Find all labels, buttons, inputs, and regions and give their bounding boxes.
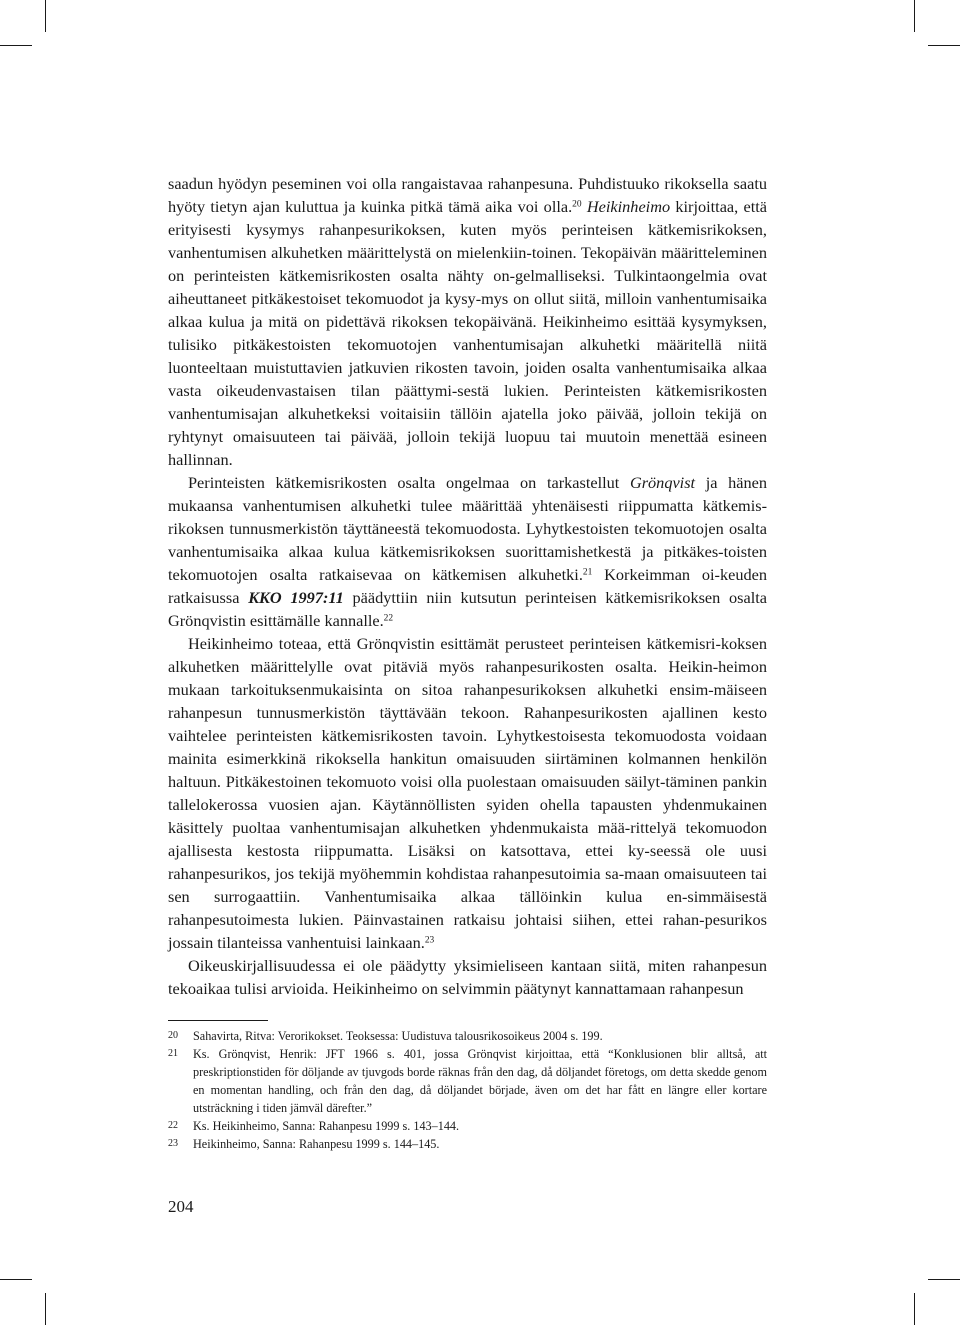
footnote-text: Ks. Heikinheimo, Sanna: Rahanpesu 1999 s. 143–144. xyxy=(193,1119,460,1133)
footnote-text: Sahavirta, Ritva: Verorikokset. Teoksessa: Uudistuva talousrikosoikeus 2004 s. 199. xyxy=(193,1029,603,1043)
text-segment: saadun hyödyn peseminen voi olla rangaistavaa rahanpesuna. Puhdistuuko rikoksella saatu hyöty tietyn ajan kuluttua ja kuinka pitkä tämä aika voi olla. xyxy=(168,174,767,216)
page-number: 204 xyxy=(168,1197,194,1216)
paragraph xyxy=(168,954,767,1000)
crop-mark-top-left-h xyxy=(0,45,32,46)
case-reference: KKO 1997:11 xyxy=(248,588,344,607)
text-segment: Oikeuskirjallisuudessa ei ole päädytty yksimieliseen kantaan siitä, miten rahanpesun tekoaikaa tulisi arvioida. Heikinheimo on selvimmin päätynyt kannattamaan rahanpesun xyxy=(168,956,767,998)
footnote xyxy=(168,1135,767,1153)
footnote-ref: 20 xyxy=(572,199,582,210)
footnote-ref: 22 xyxy=(383,613,394,624)
crop-mark-top-right-h xyxy=(928,45,960,46)
italic-name: Grönqvist xyxy=(629,473,696,492)
footnote-ref: 21 xyxy=(582,567,593,578)
text-segment: päädyttiin niin kutsutun perinteisen kätkemisrikoksen osalta Grönqvistin esittämälle kannalle. xyxy=(168,588,768,630)
footnote-ref: 23 xyxy=(424,935,435,946)
crop-mark-bottom-right-h xyxy=(928,1279,960,1280)
crop-mark-top-right-v xyxy=(914,0,915,32)
footnote-rule xyxy=(168,1020,268,1021)
text-segment: Korkeimman oi-keuden ratkaisussa xyxy=(168,565,767,607)
footnote xyxy=(168,1027,767,1045)
paragraph xyxy=(168,471,767,632)
crop-mark-top-left-v xyxy=(45,0,46,32)
text-segment: Heikinheimo toteaa, että Grönqvistin esittämät perusteet perinteisen kätkemisri-koksen alkuhetken määrittelylle ovat pitäviä myös rahanpesurikosten osalta. Heikin-heimon mukaan tarkoituksenmukaisinta on sitoa rahanpesurikoksen alkuhetki ensim-mäiseen rahanpesun tunnusmerkistön täyttävään tekoon. Rahanpesurikosten ajallinen kesto vaihtelee perinteisten kätkemisrikosten tavoin. Lyhytkestoisesta tekomuodosta voidaan mainita esimerkkinä rikoksella hankitun omaisuuden siirtäminen kolmannen henkilön haltuun. Pitkäkestoinen tekomuoto voisi olla puolestaan omaisuuden säilyt-täminen pankin tallelokerossa vuosien ajan. Käytännöllisten syiden ohella tapausten yhdenmukainen käsittely puoltaa vanhentumisajan alkuhetken yhdenmukaista mää-rittelyä tekomuodon ajallisesta kestosta riippumatta. Lisäksi on katsottava, ettei ky-seessä ole uusi rahanpesurikos, jos tekijä myöhemmin kohdistaa rahanpesutoimia sa-maan omaisuuteen tai sen surrogaattiin. Vanhentumisaika alkaa tällöinkin kulua en-simmäisestä rahanpesutoimesta lukien. Päinvastainen ratkaisu johtaisi siihen, ettei rahan-pesurikos jossain tilanteissa vanhentuisi lainkaan. xyxy=(168,634,767,952)
footnotes xyxy=(168,1027,767,1153)
crop-mark-bottom-left-v xyxy=(45,1293,46,1325)
crop-mark-bottom-right-v xyxy=(914,1293,915,1325)
footnote xyxy=(168,1045,767,1117)
footnote xyxy=(168,1117,767,1135)
footnote-text: Heikinheimo, Sanna: Rahanpesu 1999 s. 144–145. xyxy=(193,1137,440,1151)
italic-name: Heikinheimo xyxy=(586,197,671,216)
paragraph xyxy=(168,632,767,954)
footnote-number: 23 xyxy=(168,1138,178,1149)
footnote-text: Ks. Grönqvist, Henrik: JFT 1966 s. 401, jossa Grönqvist kirjoittaa, että “Konklusionen blir alltså, att preskriptionstiden för döljande av tjuvgods borde räknas från den dag, då döljandet företogs, om detta skedde genom en momentan handling, och från den dag, då döljandet började, även om det har fått en längre eller kortare utsträckning i tiden jämväl därefter.” xyxy=(193,1047,767,1115)
text-segment: ja hänen mukaansa vanhentumisen alkuhetki tulee määrittää yhtenäisesti riippumatta kätkemis-rikoksen tunnusmerkistön täyttäneestä tekomuodosta. Lyhytkestoisten tekomuotojen osalta vanhentumisaika alkaa kulua kätkemisrikoksen suorittamishetkestä ja pitkäkes-toisten tekomuotojen osalta ratkaisevaa on kätkemisen alkuhetki. xyxy=(168,473,768,584)
paragraph xyxy=(168,172,767,471)
text-segment: kirjoittaa, että erityisesti kysymys rahanpesurikoksen, kuten myös perinteisen kätkemisrikoksen, vanhentumisen alkuhetken määrittelystä on mielenkiin-toinen. Tekopäivän määritteleminen on perinteisten kätkemisrikosten osalta nähty on-gelmalliseksi. Tulkintaongelmia ovat aiheuttaneet pitkäkestoiset tekomuodot ja kysy-mys on ollut siitä, milloin vanhentumisaika alkaa kulua ja mitä on pidettävä rikoksen tekopäivänä. Heikinheimo esittää kysymyksen, tulisiko pitkäkestoisten tekomuotojen vanhentumisajan alkuhetki määritellä niitä luonteeltaan muistuttavien jatkuvien rikosten tavoin, joiden osalta vanhentumisaika alkaa vasta oikeudenvastaisen tilan päättymi-sestä lukien. Perinteisten kätkemisrikosten vanhentumisajan alkuhetkeksi voitaisiin tällöin ajatella joko päivää, jolloin tekijä on ryhtynyt omaisuuteen tai päivää, jolloin tekijä luopuu tai muutoin menettää esineen hallinnan. xyxy=(168,197,768,469)
footnote-number: 22 xyxy=(168,1120,178,1131)
body-text xyxy=(168,172,767,1000)
footnote-number: 21 xyxy=(168,1048,178,1059)
text-segment: Perinteisten kätkemisrikosten osalta ongelmaa on tarkastellut xyxy=(188,473,630,492)
crop-mark-bottom-left-h xyxy=(0,1279,32,1280)
footnote-number: 20 xyxy=(168,1030,178,1041)
